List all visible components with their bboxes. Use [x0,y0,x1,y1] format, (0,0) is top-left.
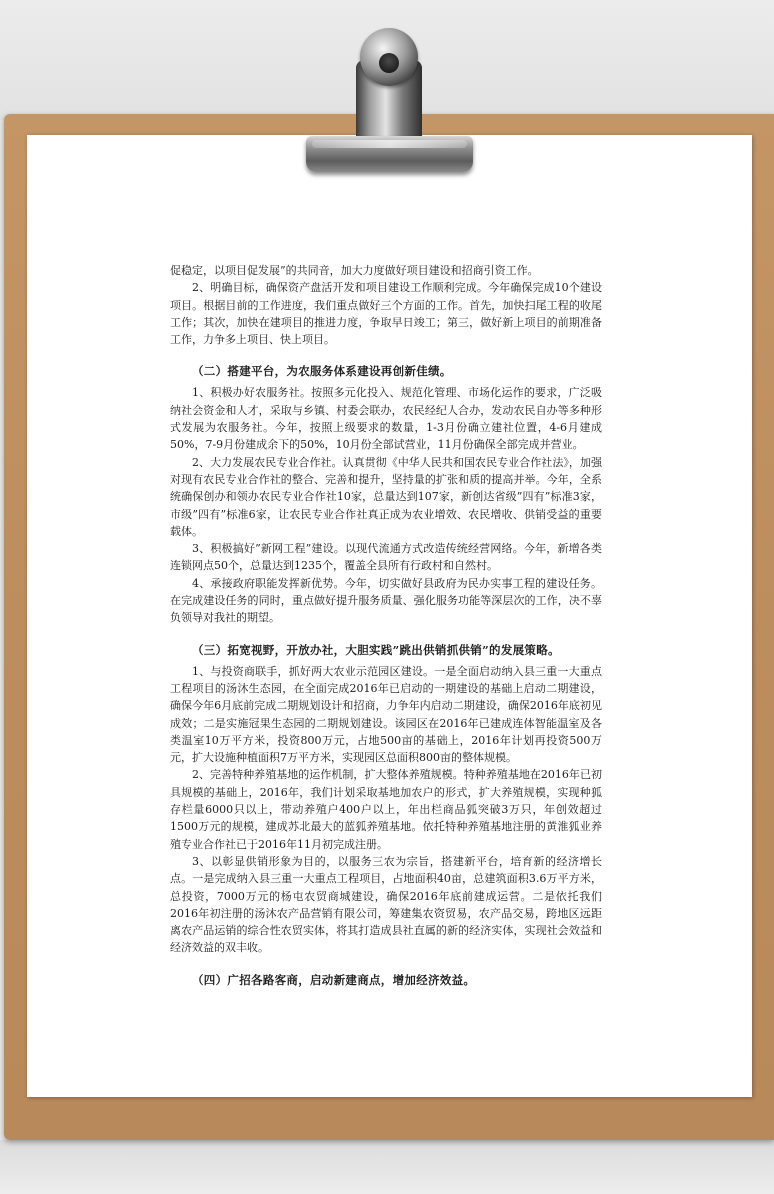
paragraph: 1、积极办好农服务社。按照多元化投入、规范化管理、市场化运作的要求，广泛吸纳社会资金和人才，采取与乡镇、村委会联办，农民经纪人合办，发动农民自办等多种形式发展为农服务社。今年，按照上级要求的数量，1-3月份确立建社位置，4-6月建成50%，7-9月份建成余下的50%，10月份全部试营业，11月份确保全部完成并营业。 [170,386,602,452]
paragraph: 2、大力发展农民专业合作社。认真贯彻《中华人民共和国农民专业合作社法》，加强对现有农民专业合作社的整合、完善和提升，坚持量的扩张和质的提高并举。今年，全系统确保创办和领办农民专业合作社10家，总量达到107家，新创达省级”四有”标准3家，市级”四有”标准6家，让农民专业合作社真正成为农业增效、农民增收、供销受益的重要载体。 [170,455,602,538]
section-heading: （三）拓宽视野，开放办社，大胆实践”跳出供销抓供销”的发展策略。 [192,642,560,657]
paragraph: 1、与投资商联手，抓好两大农业示范园区建设。一是全面启动纳入县三重一大重点工程项目的汤沐生态园，在全面完成2016年已启动的一期建设的基础上启动二期建设，确保今年6月底前完成二期规划设计和招商，力争年内启动二期建设，确保2016年底初见成效；二是实施冠果生态园的二期规划建设。该园区在2016年已建成连体智能温室及各类温室10万平方米，投资800万元，占地500亩的基础上，2016年计划再投资500万元，扩大设施种植面积7万平方米，实现园区总面积800亩的整体规模。 [170,664,602,765]
paragraph: 3、以彰显供销形象为目的，以服务三农为宗旨，搭建新平台，培育新的经济增长点。一是完成纳入县三重一大重点工程项目，占地面积40亩，总建筑面积3.6万平方米，总投资，7000万元的杨屯农贸商城建设，确保2016年底前建成运营。二是依托我们2016年初注册的汤沐农产品营销有限公司，筹建集农资贸易，农产品交易，跨地区远距离农产品运销的综合性农贸实体，将其打造成县社直属的新的经济实体，实现社会效益和经济效益的双丰收。 [170,854,602,955]
paragraph: 2、明确目标，确保资产盘活开发和项目建设工作顺利完成。今年确保完成10个建设项目。根据目前的工作进度，我们重点做好三个方面的工作。首先，加快扫尾工程的收尾工作；其次，加快在建项目的推进力度，争取早日竣工；第三，做好新上项目的前期准备工作，力争多上项目、快上项目。 [170,281,602,347]
paragraph: 3、积极搞好”新网工程”建设。以现代流通方式改造传统经营网络。今年，新增各类连锁网点50个，总量达到1235个，覆盖全县所有行政村和自然村。 [170,542,602,573]
document-body [170,262,602,993]
paragraph: 2、完善特种养殖基地的运作机制，扩大整体养殖规模。特种养殖基地在2016年已初具规模的基础上，2016年，我们计划采取基地加农户的形式，扩大养殖规模，实现种狐存栏量6000只以上，带动养殖户400户以上，年出栏商品狐突破3万只，年创效超过1500万元的规模，建成苏北最大的蓝狐养殖基地。依托特种养殖基地注册的黄淮狐业养殖专业合作社已于2016年11月初完成注册。 [170,768,602,851]
paragraph: 促稳定，以项目促发展”的共同音，加大力度做好项目建设和招商引资工作。 [170,264,539,277]
paragraph: 4、承接政府职能发挥新优势。今年，切实做好县政府为民办实事工程的建设任务。在完成建设任务的同时，重点做好提升服务质量、强化服务功能等深层次的工作，决不辜负领导对我社的期望。 [170,576,602,625]
section-heading: （四）广招各路客商，启动新建商点，增加经济效益。 [192,972,476,987]
background-bottom [0,1140,774,1194]
section-heading: （二）搭建平台，为农服务体系建设再创新佳绩。 [192,364,452,379]
